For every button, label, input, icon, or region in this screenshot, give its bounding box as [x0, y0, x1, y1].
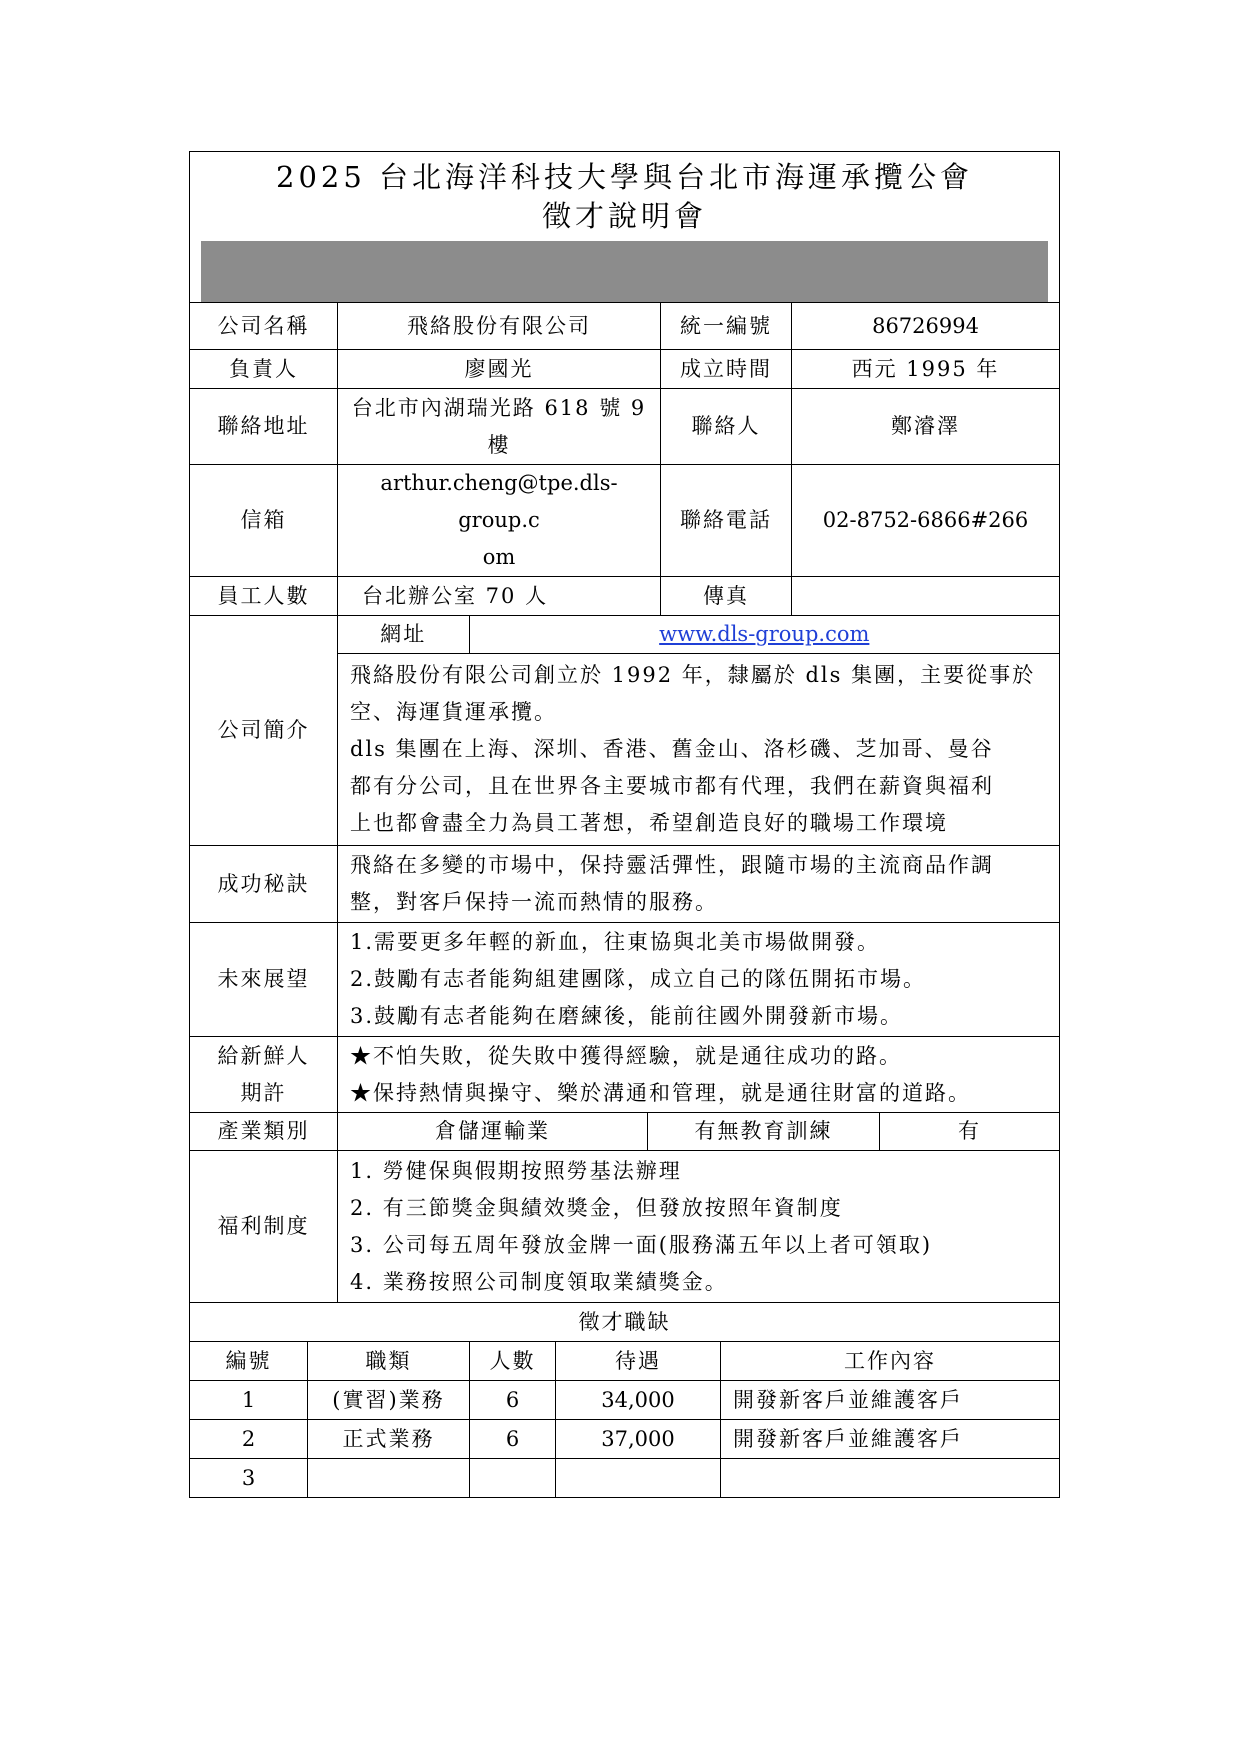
website-link[interactable]: www.dls-group.com [659, 622, 870, 646]
expect-label [190, 1037, 338, 1113]
job-salary [556, 1459, 721, 1498]
email [338, 465, 661, 577]
job-number: 1 [190, 1381, 308, 1420]
address-line: 台北市內湖瑞光路 618 號 9 [351, 395, 647, 420]
success-label: 成功秘訣 [190, 846, 338, 923]
fax [792, 577, 1060, 616]
intro-label: 公司簡介 [190, 616, 338, 846]
expect-label-line: 給新鮮人 [217, 1043, 310, 1068]
email-line: om [482, 545, 516, 569]
welfare-text [338, 1151, 1060, 1303]
job-description [721, 1459, 1060, 1498]
training-value: 有 [880, 1113, 1060, 1151]
owner-label: 負責人 [190, 350, 338, 389]
employees-label: 員工人數 [190, 577, 338, 616]
jobs-header: 職類 [308, 1342, 470, 1381]
info-table [189, 151, 1060, 1113]
intro-cell [338, 616, 1060, 846]
phone: 02-8752-6866#266 [792, 465, 1060, 577]
job-title [308, 1459, 470, 1498]
table-row [190, 1459, 1060, 1498]
future-line: 1.需要更多年輕的新血，往東協與北美市場做開發。 [350, 930, 881, 954]
job-description: 開發新客戶並維護客戶 [721, 1381, 1060, 1420]
expect-line: ★保持熱情與操守、樂於溝通和管理，就是通往財富的道路。 [350, 1080, 971, 1105]
success-line: 飛絡在多變的市場中，保持靈活彈性，跟隨市場的主流商品作調 [350, 853, 994, 877]
intro-line: 飛絡股份有限公司創立於 1992 年，隸屬於 dls 集團，主要從事於 [350, 663, 1036, 687]
future-line: 2.鼓勵有志者能夠組建團隊，成立自己的隊伍開拓市場。 [350, 967, 927, 991]
job-number: 2 [190, 1420, 308, 1459]
tax-id: 86726994 [792, 303, 1060, 350]
email-line: arthur.cheng@tpe.dls-group.c [380, 471, 618, 532]
table-row [190, 1381, 1060, 1420]
employees: 台北辦公室 70 人 [338, 577, 661, 616]
intro-text [338, 654, 1059, 845]
future-text [338, 923, 1060, 1037]
table-row [190, 1420, 1060, 1459]
jobs-header-row [190, 1342, 1060, 1381]
intro-line: 都有分公司，且在世界各主要城市都有代理，我們在薪資與福利 [350, 774, 994, 798]
company-name: 飛絡股份有限公司 [338, 303, 661, 350]
job-count: 6 [470, 1381, 556, 1420]
page-title: 2025 台北海洋科技大學與台北市海運承攬公會 [276, 160, 974, 194]
welfare-line: 2. 有三節獎金與績效獎金，但發放按照年資制度 [350, 1195, 843, 1220]
intro-line: 上也都會盡全力為員工著想，希望創造良好的職場工作環境 [350, 811, 948, 835]
website-row [338, 616, 1059, 654]
address [338, 389, 661, 465]
tax-id-label: 統一編號 [661, 303, 792, 350]
jobs-section-title: 徵才職缺 [190, 1303, 1060, 1342]
future-label: 未來展望 [190, 923, 338, 1037]
page-subtitle: 徵才說明會 [542, 199, 708, 233]
intro-line: 空、海運貨運承攬。 [350, 700, 557, 724]
intro-line: dls 集團在上海、深圳、香港、舊金山、洛杉磯、芝加哥、曼谷 [350, 737, 994, 761]
industry-table [189, 1112, 1060, 1151]
fax-label: 傳真 [661, 577, 792, 616]
jobs-header: 工作內容 [721, 1342, 1060, 1381]
job-number: 3 [190, 1459, 308, 1498]
success-line: 整，對客戶保持一流而熱情的服務。 [350, 890, 718, 914]
future-line: 3.鼓勵有志者能夠在磨練後，能前往國外開發新市場。 [350, 1004, 904, 1028]
jobs-table [189, 1341, 1060, 1498]
expect-line: ★不怕失敗，從失敗中獲得經驗，就是通往成功的路。 [350, 1043, 902, 1068]
welfare-table [189, 1150, 1060, 1342]
success-text [338, 846, 1060, 923]
founded: 西元 1995 年 [792, 350, 1060, 389]
address-label: 聯絡地址 [190, 389, 338, 465]
recruitment-form [189, 151, 1059, 1498]
company-name-label: 公司名稱 [190, 303, 338, 350]
industry-value: 倉儲運輸業 [338, 1113, 648, 1151]
founded-label: 成立時間 [661, 350, 792, 389]
job-count [470, 1459, 556, 1498]
contact-label: 聯絡人 [661, 389, 792, 465]
website-label: 網址 [338, 616, 469, 654]
email-label: 信箱 [190, 465, 338, 577]
job-count: 6 [470, 1420, 556, 1459]
phone-label: 聯絡電話 [661, 465, 792, 577]
address-line: 樓 [487, 432, 511, 457]
welfare-line: 3. 公司每五周年發放金牌一面(服務滿五年以上者可領取) [350, 1232, 933, 1257]
title-cell [190, 152, 1060, 303]
training-label: 有無教育訓練 [648, 1113, 880, 1151]
welfare-line: 4. 業務按照公司制度領取業績獎金。 [350, 1269, 728, 1294]
contact: 鄭濬澤 [792, 389, 1060, 465]
expect-text [338, 1037, 1060, 1113]
job-salary: 34,000 [556, 1381, 721, 1420]
jobs-header: 人數 [470, 1342, 556, 1381]
industry-label: 產業類別 [190, 1113, 338, 1151]
welfare-line: 1. 勞健保與假期按照勞基法辦理 [350, 1158, 682, 1183]
job-salary: 37,000 [556, 1420, 721, 1459]
grey-banner [201, 241, 1048, 302]
welfare-label: 福利制度 [190, 1151, 338, 1303]
jobs-header: 待遇 [556, 1342, 721, 1381]
owner: 廖國光 [338, 350, 661, 389]
job-description: 開發新客戶並維護客戶 [721, 1420, 1060, 1459]
jobs-header: 編號 [190, 1342, 308, 1381]
job-title: (實習)業務 [308, 1381, 470, 1420]
expect-label-line: 期許 [240, 1080, 287, 1105]
website-cell [469, 616, 1059, 654]
job-title: 正式業務 [308, 1420, 470, 1459]
